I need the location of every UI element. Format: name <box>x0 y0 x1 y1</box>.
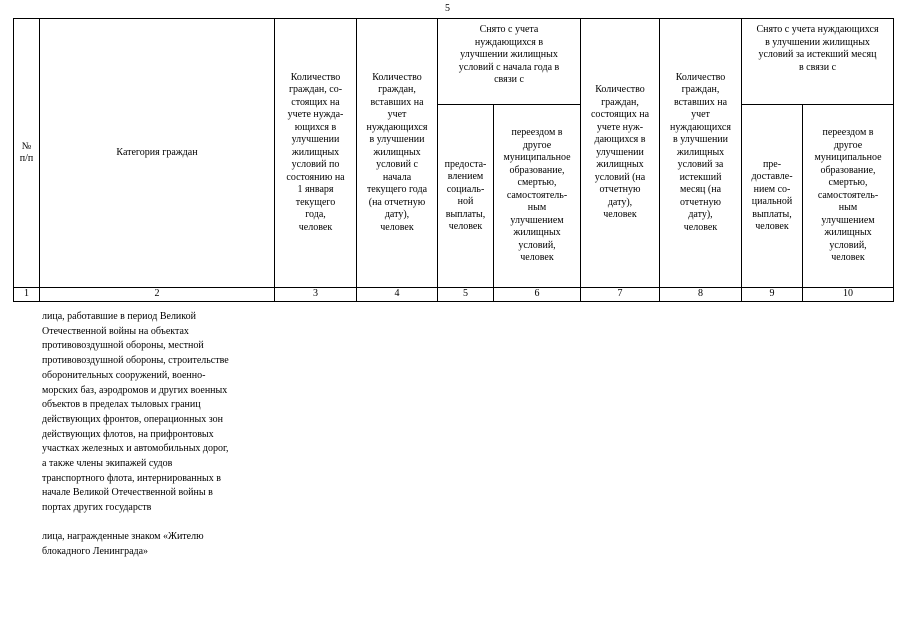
header-col8: Количество граждан, вставших на учет нуждающихся в улучшении жилищных условий за истекший месяц (на отчетную дату), человек <box>660 19 742 288</box>
column-number: 7 <box>581 288 660 302</box>
header-col10: переездом в другое муниципальное образование, смертью, самостоятель- ным улучшением жилищных условий, человек <box>803 105 894 288</box>
column-number: 3 <box>275 288 357 302</box>
header-col9: пре- доставле- нием со- циальной выплаты, человек <box>742 105 803 288</box>
header-group-year: Снято с учета нуждающихся в улучшении жилищных условий с начала года в связи с <box>438 19 581 105</box>
column-number: 2 <box>40 288 275 302</box>
header-col7: Количество граждан, состоящих на учете нуж- дающихся в улучшении жилищных условий (на отчетную дату), человек <box>581 19 660 288</box>
header-category: Категория граждан <box>40 19 275 288</box>
column-number: 10 <box>803 288 894 302</box>
column-number: 6 <box>494 288 581 302</box>
header-col6: переездом в другое муниципальное образование, смертью, самостоятель- ным улучшением жилищных условий, человек <box>494 105 581 288</box>
column-number: 5 <box>438 288 494 302</box>
column-number: 9 <box>742 288 803 302</box>
column-number: 1 <box>14 288 40 302</box>
header-num: № п/п <box>14 19 40 288</box>
header-col4: Количество граждан, вставших на учет нуждающихся в улучшении жилищных условий с начала текущего года (на отчетную дату), человек <box>357 19 438 288</box>
category-row-text: лица, награжденные знаком «Жителю блокадного Ленинграда» <box>42 531 204 557</box>
column-number: 4 <box>357 288 438 302</box>
page-number: 5 <box>445 3 450 14</box>
statistics-table <box>13 18 894 302</box>
column-number: 8 <box>660 288 742 302</box>
header-group-month: Снято с учета нуждающихся в улучшении жилищных условий за истекший месяц в связи с <box>742 19 894 105</box>
category-row-text: лица, работавшие в период Великой Отечественной войны на объектах противовоздушной обороны, местной противовоздушной обороны, строительстве оборонительных сооружений, военно- морских баз, аэродромов и других военных объектов в пределах тыловых границ действующих фронтов, операционных зон действующих флотов, на прифронтовых участках железных и автомобильных дорог, а также члены экипажей судов транспортного флота, интернированных в начале Великой Отечественной войны в портах других государств <box>42 311 229 514</box>
header-col3: Количество граждан, со- стоящих на учете нужда- ющихся в улучшении жилищных условий по состоянию на 1 января текущего года, человек <box>275 19 357 288</box>
header-col5: предоста- влением социаль- ной выплаты, человек <box>438 105 494 288</box>
